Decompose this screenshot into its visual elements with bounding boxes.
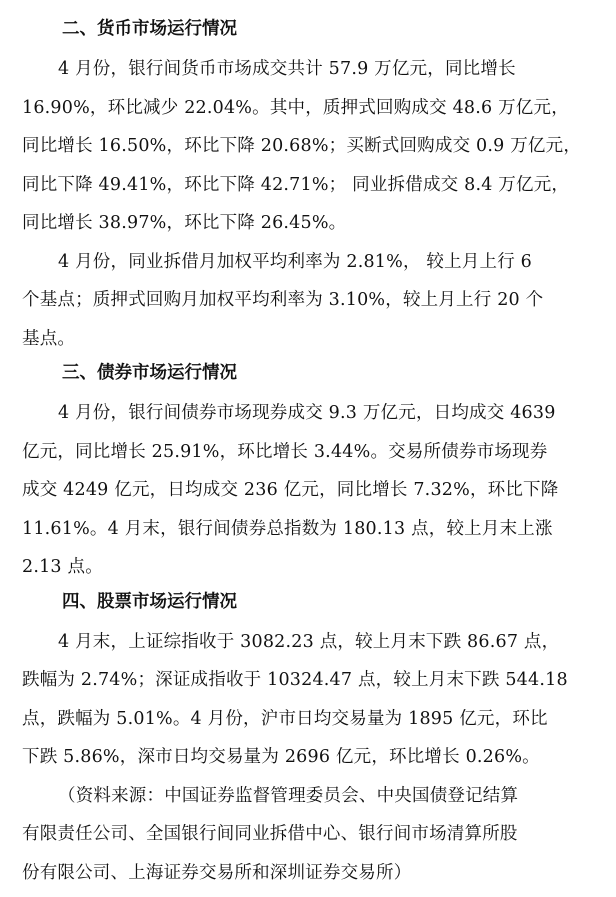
text-line: （资料来源：中国证券监督管理委员会、中央国债登记结算 (58, 785, 519, 806)
text-line: 4 月份，同业拆借月加权平均利率为 2.81%， 较上月上行 6 (58, 251, 533, 272)
text-line: 同比增长 16.50%，环比下降 20.68%；买断式回购成交 0.9 万亿元， (22, 136, 582, 156)
section-stock-market (22, 587, 600, 893)
paragraph (22, 243, 600, 359)
text-line: 有限责任公司、全国银行间同业拆借中心、银行间市场清算所股 (22, 824, 518, 844)
text-line: 16.90%，环比减少 22.04%。其中，质押式回购成交 48.6 万亿元， (22, 97, 569, 118)
section-heading: 二、货币市场运行情况 (62, 19, 237, 39)
text-line: 2.13 点。 (22, 557, 103, 577)
paragraph (22, 623, 600, 777)
text-line: 基点。 (22, 328, 76, 349)
text-line: 亿元，同比增长 25.91%，环比增长 3.44%。交易所债券市场现券 (22, 441, 548, 462)
text-line: 4 月份，银行间债券市场现券成交 9.3 万亿元，日均成交 4639 (58, 403, 556, 423)
text-line: 点，跌幅为 5.01%。4 月份，沪市日均交易量为 1895 亿元，环比 (22, 708, 548, 729)
section-heading: 三、债券市场运行情况 (62, 363, 237, 383)
text-line: 同比增长 38.97%，环比下降 26.45%。 (22, 213, 347, 233)
source-note (22, 777, 600, 893)
text-line: 份有限公司、上海证券交易所和深圳证券交易所） (22, 862, 412, 883)
paragraph (22, 50, 600, 243)
text-line: 跌幅为 2.74%；深证成指收于 10324.47 点，较上月末下跌 544.18 (22, 670, 568, 690)
text-line: 4 月末，上证综指收于 3082.23 点，较上月末下跌 86.67 点， (58, 631, 560, 652)
section-money-market (22, 14, 600, 358)
text-line: 下跌 5.86%，深市日均交易量为 2696 亿元，环比增长 0.26%。 (22, 747, 540, 767)
paragraph (22, 394, 600, 587)
section-heading: 四、股票市场运行情况 (62, 591, 237, 612)
text-line: 个基点；质押式回购月加权平均利率为 3.10%，较上月上行 20 个 (22, 290, 544, 310)
text-line: 同比下降 49.41%，环比下降 42.71%； 同业拆借成交 8.4 万亿元， (22, 174, 570, 195)
text-line: 11.61%。4 月末，银行间债券总指数为 180.13 点，较上月末上涨 (22, 518, 553, 539)
text-line: 4 月份，银行间货币市场成交共计 57.9 万亿元，同比增长 (58, 59, 516, 79)
text-line: 成交 4249 亿元，日均成交 236 亿元，同比增长 7.32%，环比下降 (22, 480, 559, 500)
section-bond-market (22, 358, 600, 587)
